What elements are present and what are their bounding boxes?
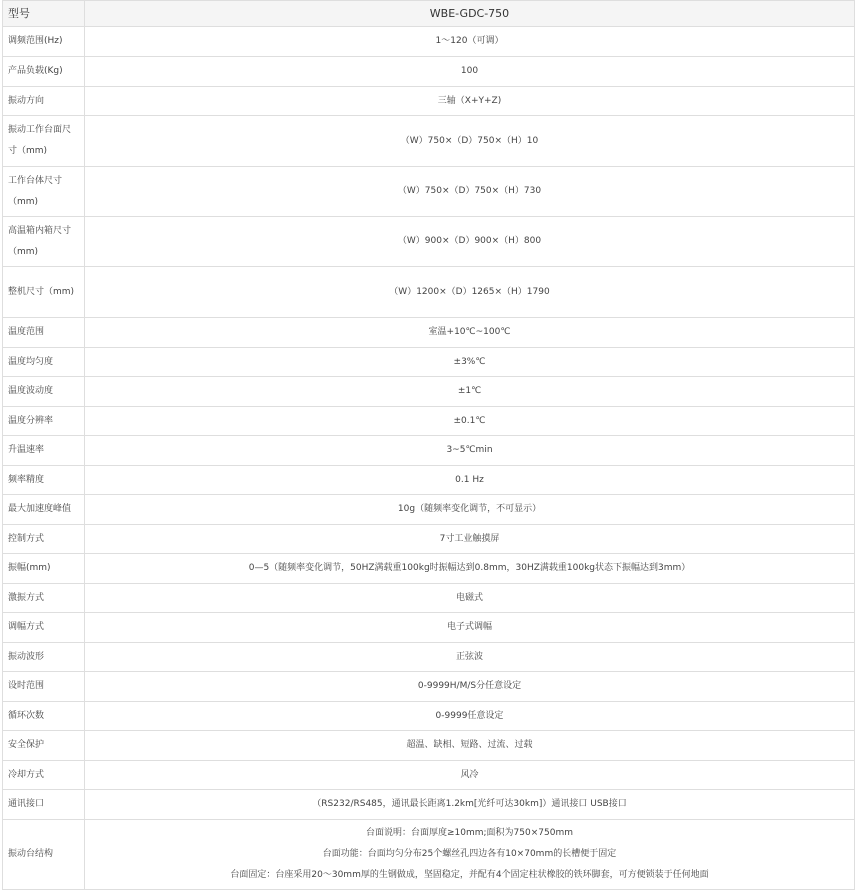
structure-line: 台面固定：台座采用20～30mm厚的生钢做成，坚固稳定，并配有4个固定柱状橡胶的铁环脚套，可方便锁装于任何地面	[230, 870, 709, 880]
row-label: 调幅方式	[3, 613, 85, 643]
row-value: （W）750×（D）750×（H）730	[85, 167, 855, 217]
row-label: 温度范围	[3, 318, 85, 348]
table-row	[3, 116, 855, 167]
header-row	[3, 1, 855, 27]
table-row	[3, 731, 855, 761]
row-value: 100	[85, 57, 855, 87]
row-value: 0.1 Hz	[85, 466, 855, 495]
row-label: 温度波动度	[3, 377, 85, 407]
table-row	[3, 643, 855, 672]
row-value: （W）900×（D）900×（H）800	[85, 217, 855, 267]
row-label: 振动方向	[3, 87, 85, 116]
row-value: ±0.1℃	[85, 407, 855, 436]
row-value: 三轴（X+Y+Z)	[85, 87, 855, 116]
row-label: 设时范围	[3, 672, 85, 702]
row-value: 0—5（随频率变化调节，50HZ满载重100kg时振幅达到0.8mm，30HZ满载重100kg状态下振幅达到3mm）	[85, 554, 855, 584]
row-label: 高温箱内箱尺寸（mm)	[3, 217, 85, 267]
row-value: （W）1200×（D）1265×（H）1790	[85, 267, 855, 318]
row-label: 最大加速度峰值	[3, 495, 85, 525]
row-label: 安全保护	[3, 731, 85, 761]
row-label: 温度均匀度	[3, 348, 85, 377]
row-value: 0-9999任意设定	[85, 702, 855, 731]
row-label: 振幅(mm)	[3, 554, 85, 584]
structure-description	[85, 820, 855, 890]
spec-table	[2, 0, 855, 890]
row-label: 通讯接口	[3, 790, 85, 820]
table-row	[3, 525, 855, 554]
row-value: 电磁式	[85, 584, 855, 613]
row-label: 升温速率	[3, 436, 85, 466]
row-value: 10g（随频率变化调节，不可显示）	[85, 495, 855, 525]
row-label: 控制方式	[3, 525, 85, 554]
table-row	[3, 554, 855, 584]
table-row-structure	[3, 820, 855, 890]
table-row	[3, 761, 855, 790]
row-label: 整机尺寸（mm)	[3, 267, 85, 318]
row-label: 振动台结构	[3, 820, 85, 890]
row-value: ±3%℃	[85, 348, 855, 377]
row-value: 室温+10℃~100℃	[85, 318, 855, 348]
table-row	[3, 27, 855, 57]
row-label: 产品负载(Kg)	[3, 57, 85, 87]
row-value: ±1℃	[85, 377, 855, 407]
table-row	[3, 407, 855, 436]
table-row	[3, 87, 855, 116]
row-value: 电子式调幅	[85, 613, 855, 643]
table-row	[3, 495, 855, 525]
row-value: 3~5℃min	[85, 436, 855, 466]
row-value: 1～120（可调）	[85, 27, 855, 57]
table-row	[3, 790, 855, 820]
row-label: 温度分辨率	[3, 407, 85, 436]
row-label: 振动工作台面尺寸（mm)	[3, 116, 85, 167]
row-label: 频率精度	[3, 466, 85, 495]
row-value: 风冷	[85, 761, 855, 790]
table-row	[3, 348, 855, 377]
table-row	[3, 584, 855, 613]
row-value: 超温、缺相、短路、过流、过载	[85, 731, 855, 761]
row-value: 0-9999H/M/S分任意设定	[85, 672, 855, 702]
table-row	[3, 377, 855, 407]
table-row	[3, 672, 855, 702]
table-row	[3, 167, 855, 217]
header-label: 型号	[3, 1, 85, 27]
structure-line: 台面功能：台面均匀分布25个螺丝孔四边各有10×70mm的长槽便于固定	[322, 849, 617, 859]
table-row	[3, 466, 855, 495]
table-row	[3, 217, 855, 267]
table-row	[3, 613, 855, 643]
row-value: 7寸工业触摸屏	[85, 525, 855, 554]
spec-table-body	[3, 1, 855, 890]
row-label: 冷却方式	[3, 761, 85, 790]
row-label: 振动波形	[3, 643, 85, 672]
table-row	[3, 57, 855, 87]
row-label: 调频范围(Hz)	[3, 27, 85, 57]
row-value: 正弦波	[85, 643, 855, 672]
row-label: 循环次数	[3, 702, 85, 731]
row-value: （RS232/RS485，通讯最长距离1.2km[光纤可达30km]）通讯接口 USB接口	[85, 790, 855, 820]
row-label: 工作台体尺寸（mm)	[3, 167, 85, 217]
table-row	[3, 318, 855, 348]
table-row	[3, 702, 855, 731]
row-label: 激振方式	[3, 584, 85, 613]
table-row	[3, 436, 855, 466]
model-number: WBE-GDC-750	[85, 1, 855, 27]
row-value: （W）750×（D）750×（H）10	[85, 116, 855, 167]
structure-line: 台面说明：台面厚度≥10mm;面积为750×750mm	[366, 828, 573, 838]
table-row	[3, 267, 855, 318]
